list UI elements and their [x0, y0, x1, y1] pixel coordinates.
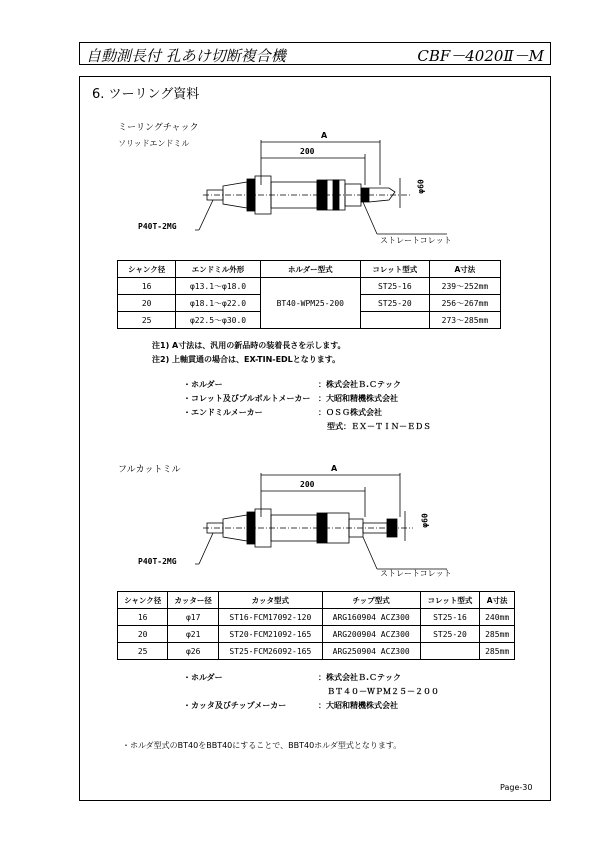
t2-h3: チップ型式 — [322, 592, 420, 609]
maker1-value-2: ：ＯＳＧ株式会社 — [318, 408, 382, 417]
t2-h2: カッタ型式 — [219, 592, 323, 609]
maker1-value-0: ：株式会社Ｂ.Ｃテック — [318, 380, 402, 389]
t1-h3: コレット型式 — [360, 261, 429, 278]
maker2-label-0: ・ホルダー — [183, 673, 223, 682]
t2-h0: シャンク径 — [118, 592, 168, 609]
header-box — [79, 42, 551, 65]
mill1-dim-200: 200 — [300, 147, 315, 156]
maker1-label-1: ・コレット及びプルボルトメーカー — [183, 394, 311, 403]
mill1-title: ミーリングチャック — [118, 123, 199, 133]
table-row: 16 φ13.1～φ18.0 BT40-WPM25-200 ST25-16 239～252mm — [118, 278, 501, 295]
document-title: 自動測長付 孔あけ切断複合機 — [86, 47, 286, 65]
mill1-collet-label: ストレートコレット — [380, 236, 452, 245]
mill2-collet-label: ストレートコレット — [380, 569, 452, 578]
note-2: 注2) 上軸貫通の場合は、EX-TIN-EDLとなります。 — [152, 355, 341, 364]
table-row: 20 φ21 ST20-FCM21092-165 ARG200904 ACZ300 ST25-20 285mm — [118, 626, 515, 643]
mill1-subtitle: ソリッドエンドミル — [118, 139, 190, 148]
maker1-label-0: ・ホルダー — [183, 380, 223, 389]
section-title: 6. ツーリング資料 — [92, 87, 200, 102]
table-row: 25 φ22.5～φ30.0 273～285mm — [118, 312, 501, 329]
mill2-dim-a: A — [331, 464, 338, 473]
mill2-spec-table — [117, 591, 515, 660]
t2-h1: カッター径 — [168, 592, 219, 609]
t1-h0: シャンク径 — [118, 261, 176, 278]
t2-h5: A寸法 — [480, 592, 515, 609]
maker1-label-2: ・エンドミルメーカー — [183, 408, 263, 417]
maker2-value-1: ＢＴ４０－ＷＰＭ２５－２００ — [327, 687, 439, 696]
t1-h4: A寸法 — [429, 261, 500, 278]
t1-h2: ホルダー型式 — [260, 261, 360, 278]
page-number: Page-30 — [500, 783, 533, 792]
mill1-dim-phi: φ60 — [416, 179, 426, 194]
t1-h1: エンドミル外形 — [176, 261, 260, 278]
mill1-spec-table — [117, 260, 501, 329]
maker1-value-3: 型式：ＥＸ－ＴＩＮ－ＥＤＳ — [327, 422, 431, 431]
table-row: 25 φ26 ST25-FCM26092-165 ARG250904 ACZ300 285mm — [118, 643, 515, 660]
mill2-dim-200: 200 — [300, 480, 315, 489]
mill2-drawing — [195, 465, 455, 585]
mill1-dim-a: A — [321, 131, 328, 140]
mill2-dim-phi: φ60 — [420, 513, 430, 528]
mill1-pull-label: P40T-2MG — [138, 222, 177, 231]
maker1-value-1: ：大昭和精機株式会社 — [318, 394, 398, 403]
maker2-value-0: ：株式会社Ｂ.Ｃテック — [318, 673, 402, 682]
holder-cell: BT40-WPM25-200 — [260, 278, 360, 329]
footnote: ・ホルダ型式のBT40をBBT40にすることで、BBT40ホルダ型式となります。 — [122, 741, 402, 750]
mill2-pull-label: P40T-2MG — [138, 557, 177, 566]
maker2-value-2: ：大昭和精機株式会社 — [318, 701, 398, 710]
mill2-title: フルカットミル — [118, 465, 181, 475]
note-1: 注1) A寸法は、汎用の新品時の装着長さを示します。 — [152, 341, 346, 350]
t2-h4: コレット型式 — [420, 592, 480, 609]
maker2-label-2: ・カッタ及びチップメーカー — [183, 701, 287, 710]
model-name: CBF－4020Ⅱ－M — [417, 47, 544, 65]
table-row: 20 φ18.1～φ22.0 ST25-20 256～267mm — [118, 295, 501, 312]
table-row: 16 φ17 ST16-FCM17092-120 ARG160904 ACZ300 ST25-16 240mm — [118, 609, 515, 626]
